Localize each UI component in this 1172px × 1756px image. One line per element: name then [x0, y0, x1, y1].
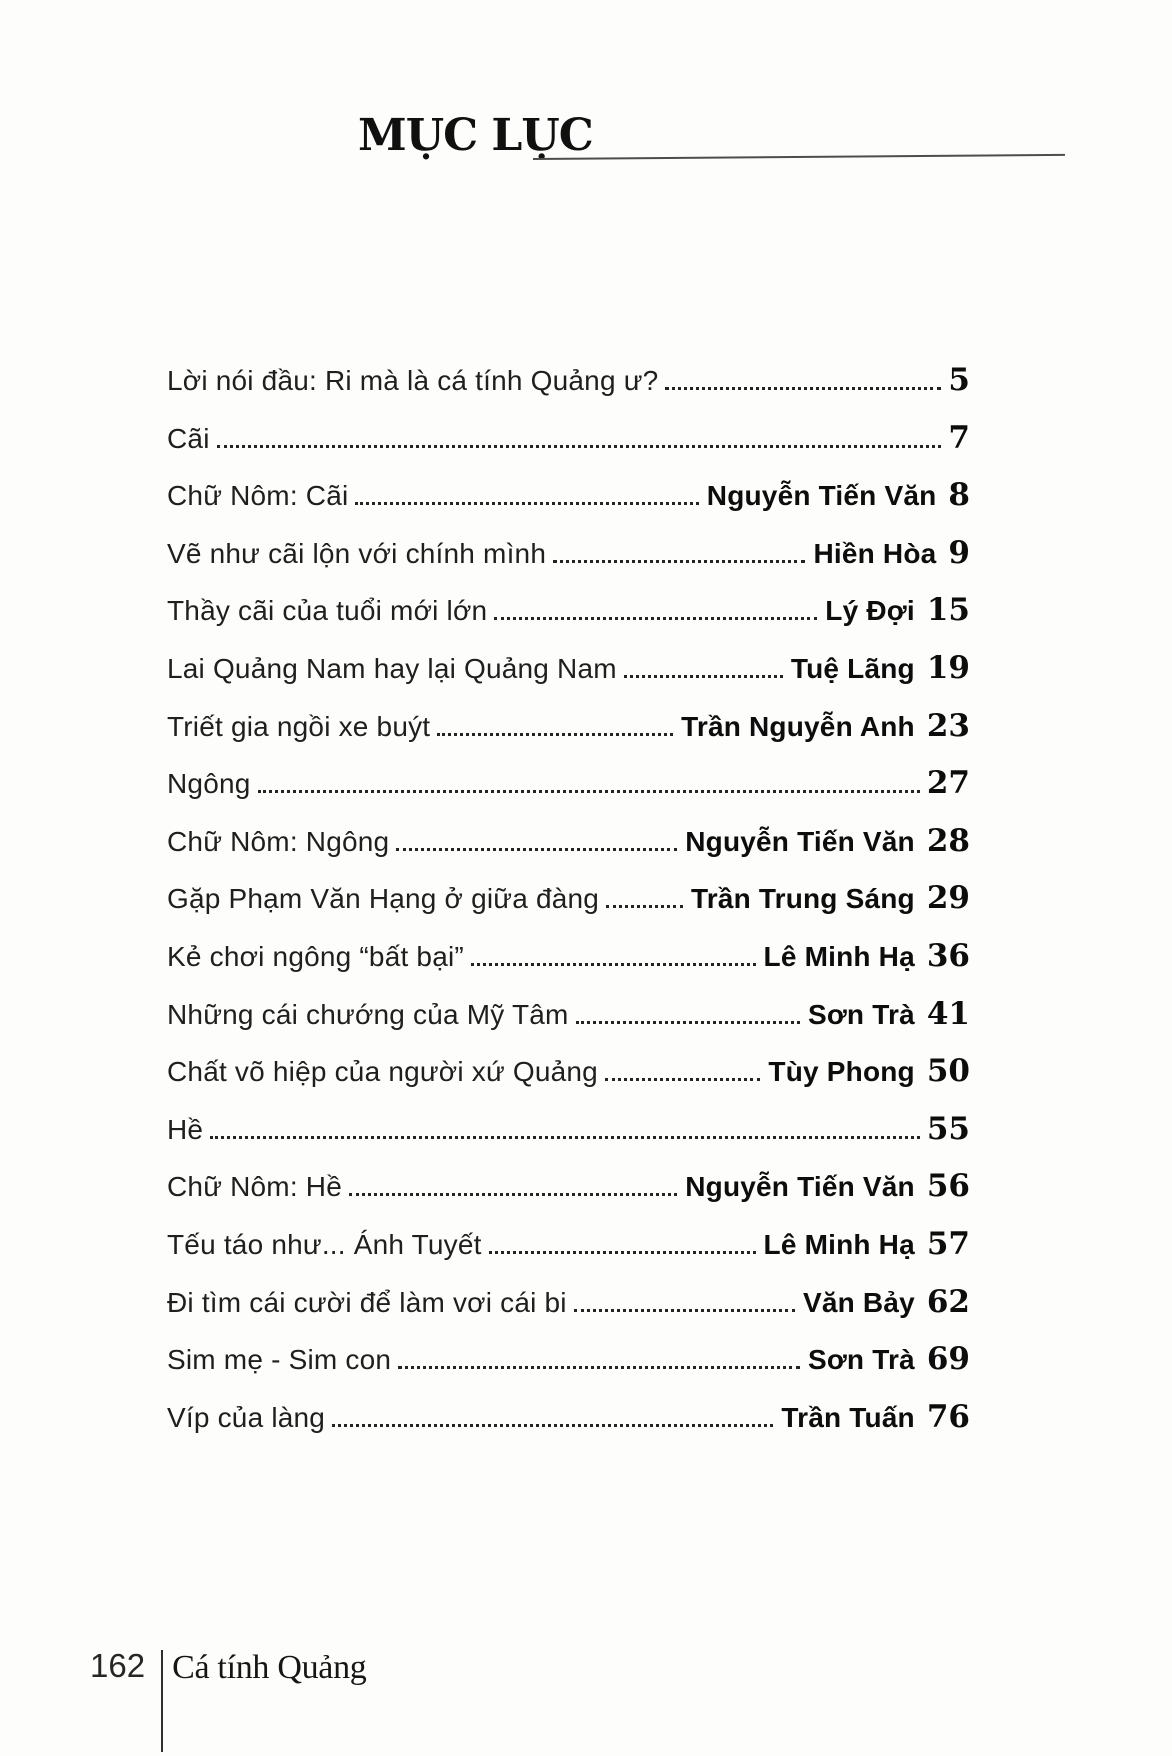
toc-entry-title: Ngông [167, 768, 251, 800]
toc-entry-page-number: 69 [926, 1341, 970, 1378]
toc-entry [167, 755, 970, 813]
page-footer [90, 1648, 366, 1752]
toc-entry-page-number: 57 [926, 1225, 970, 1262]
dot-leader [665, 385, 941, 390]
toc-entry-author: Trần Nguyễn Anh [681, 710, 915, 742]
dot-leader [606, 903, 683, 908]
toc-entry-author: Lý Đợi [825, 595, 915, 627]
toc-entry [167, 1389, 970, 1447]
toc-entry-author: Trần Trung Sáng [690, 883, 915, 915]
toc-entry [167, 1216, 970, 1274]
toc-entry-author: Nguyễn Tiến Văn [706, 480, 937, 512]
toc-entry [167, 525, 970, 583]
dot-leader [349, 1191, 677, 1196]
toc-entry [167, 352, 970, 410]
title-rule [533, 154, 1065, 160]
toc-entry-page-number: 50 [926, 1053, 970, 1090]
toc-entry-page-number: 23 [926, 707, 970, 744]
dot-leader [489, 1249, 756, 1254]
toc-entry-author: Văn Bảy [802, 1286, 915, 1318]
toc-entry [167, 467, 970, 525]
toc-entry-page-number: 27 [926, 765, 970, 802]
toc-entry-title: Kẻ chơi ngông “bất bại” [167, 940, 464, 972]
toc-entry [167, 1274, 970, 1332]
toc-entry-author: Sơn Trà [807, 1344, 915, 1376]
dot-leader [576, 1019, 800, 1024]
toc-entry-author: Nguyễn Tiến Văn [685, 1171, 915, 1203]
dot-leader [258, 788, 920, 793]
toc-entry-page-number: 7 [948, 419, 970, 456]
dot-leader [471, 961, 756, 966]
toc-entry-author: Lê Minh Hạ [763, 940, 915, 972]
dot-leader [396, 846, 677, 851]
toc-entry [167, 582, 970, 640]
page-title: MỤC LỤC [358, 110, 593, 161]
toc-entry-title: Lời nói đầu: Ri mà là cá tính Quảng ư? [167, 365, 659, 396]
toc-entry-title: Hề [167, 1113, 204, 1145]
footer-book-title: Cá tính Quảng [172, 1649, 367, 1686]
toc-entry [167, 698, 970, 756]
toc-entry-title: Đi tìm cái cười để làm vơi cái bi [167, 1286, 567, 1318]
toc-entry-author: Sơn Trà [807, 998, 915, 1030]
toc-entry-title: Sim mẹ - Sim con [167, 1344, 392, 1376]
dot-leader [332, 1422, 773, 1427]
toc-entry-title: Chữ Nôm: Ngông [167, 825, 390, 857]
toc-entry [167, 1331, 970, 1389]
dot-leader [494, 615, 817, 620]
toc-entry [167, 1101, 970, 1159]
toc-entry [167, 1158, 970, 1216]
toc-entry [167, 1043, 970, 1101]
toc-entry-title: Víp của làng [167, 1401, 326, 1433]
toc-entry-page-number: 76 [926, 1398, 970, 1435]
dot-leader [355, 500, 698, 505]
toc-entry-title: Cãi [167, 422, 210, 454]
dot-leader [553, 558, 805, 563]
toc-entry-page-number: 9 [948, 534, 970, 571]
toc-entry [167, 410, 970, 468]
toc-entry-page-number: 56 [926, 1168, 970, 1205]
toc-entry [167, 928, 970, 986]
toc-entry-author: Tùy Phong [768, 1056, 915, 1088]
footer-page-number: 162 [90, 1647, 146, 1684]
toc-entry [167, 986, 970, 1044]
toc-entry-page-number: 36 [926, 937, 970, 974]
toc-entry-title: Chất võ hiệp của người xứ Quảng [167, 1056, 598, 1088]
dot-leader [398, 1364, 800, 1369]
toc-entry-title: Lai Quảng Nam hay lại Quảng Nam [167, 652, 617, 684]
toc-entry-title: Vẽ như cãi lộn với chính mình [167, 537, 547, 569]
toc-entry-page-number: 29 [926, 880, 970, 917]
toc-entry [167, 870, 970, 928]
dot-leader [437, 731, 673, 736]
toc-list [167, 352, 970, 1446]
toc-entry-title: Tếu táo như... Ánh Tuyết [167, 1228, 482, 1260]
toc-entry-title: Triết gia ngồi xe buýt [167, 710, 431, 742]
toc-entry-page-number: 19 [926, 649, 970, 686]
toc-entry-page-number: 41 [926, 995, 970, 1032]
toc-entry-author: Tuệ Lãng [790, 652, 915, 684]
dot-leader [574, 1307, 795, 1312]
toc-entry-author: Hiền Hòa [813, 537, 937, 569]
toc-entry-page-number: 8 [948, 477, 970, 514]
toc-entry-page-number: 28 [926, 822, 970, 859]
toc-entry-title: Chữ Nôm: Cãi [167, 480, 349, 512]
dot-leader [210, 1134, 920, 1139]
dot-leader [605, 1076, 760, 1081]
toc-entry-page-number: 5 [948, 362, 970, 398]
toc-entry-title: Những cái chướng của Mỹ Tâm [167, 998, 569, 1030]
toc-entry-title: Chữ Nôm: Hề [167, 1171, 342, 1203]
toc-entry [167, 813, 970, 871]
dot-leader [217, 443, 942, 448]
toc-entry-author: Nguyễn Tiến Văn [685, 825, 915, 857]
toc-entry-author: Lê Minh Hạ [763, 1228, 915, 1260]
toc-entry [167, 640, 970, 698]
toc-entry-title: Thầy cãi của tuổi mới lớn [167, 595, 488, 627]
dot-leader [624, 673, 783, 678]
toc-entry-page-number: 15 [926, 592, 970, 629]
toc-entry-page-number: 62 [926, 1283, 970, 1320]
toc-entry-author: Trần Tuấn [781, 1401, 915, 1433]
toc-entry-title: Gặp Phạm Văn Hạng ở giữa đàng [167, 883, 600, 915]
footer-divider [161, 1650, 163, 1752]
toc-entry-page-number: 55 [926, 1110, 970, 1147]
